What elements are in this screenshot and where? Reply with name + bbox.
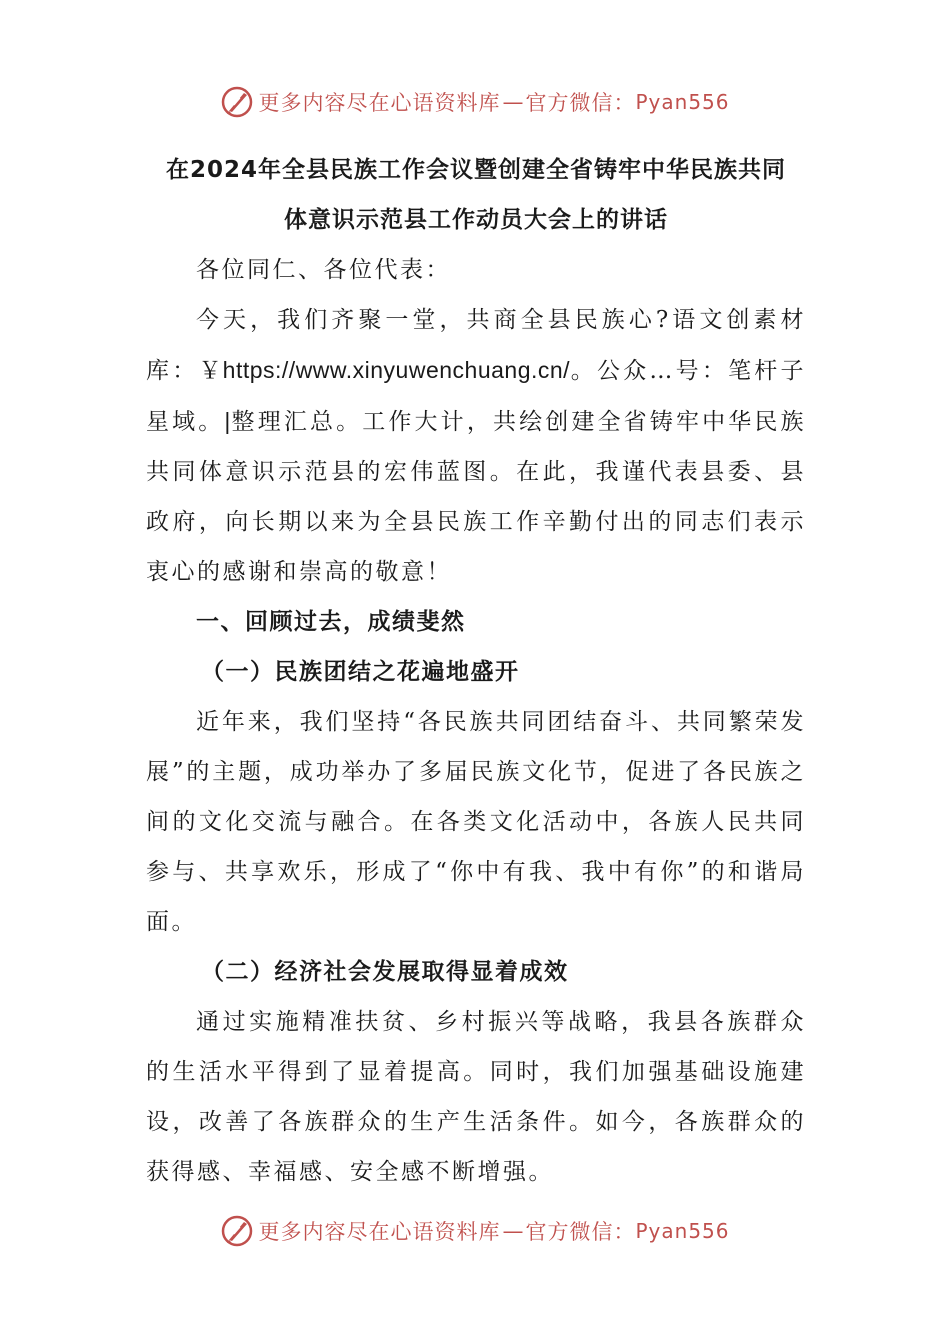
intro-url: https://www.xinyuwenchuang.cn/ bbox=[222, 357, 571, 383]
header-watermark bbox=[0, 82, 950, 122]
quill-pen-logo-icon bbox=[220, 1214, 254, 1248]
document-body bbox=[146, 145, 806, 1197]
subsection-1-body: 近年来，我们坚持“各民族共同团结奋斗、共同繁荣发展”的主题，成功举办了多届民族文化节，促进了各民族之间的文化交流与融合。在各类文化活动中，各族人民共同参与、共享欢乐，形成了“你中有我、我中有你”的和谐局面。 bbox=[146, 709, 806, 935]
intro-pipe: | bbox=[224, 408, 231, 434]
intro-yen-symbol: ￥ bbox=[198, 357, 223, 383]
greeting: 各位同仁、各位代表： bbox=[196, 257, 451, 283]
watermark-contact-id: Pyan556 bbox=[635, 90, 730, 114]
watermark-separator: — bbox=[502, 1219, 524, 1243]
intro-paragraph bbox=[146, 295, 806, 597]
intro-part-3: 整理汇总。工作大计，共绘创建全省铸牢中华民族共同体意识示范县的宏伟蓝图。在此，我谨代表县委、县政府，向长期以来为全县民族工作辛勤付出的同志们表示衷心的感谢和崇高的敬意！ bbox=[146, 409, 806, 585]
document-title bbox=[146, 145, 806, 245]
section-1-heading: 一、回顾过去，成绩斐然 bbox=[196, 609, 466, 635]
title-line-2: 体意识示范县工作动员大会上的讲话 bbox=[284, 207, 668, 233]
watermark-contact-label: 官方微信： bbox=[525, 1220, 636, 1244]
watermark-contact-label: 官方微信： bbox=[525, 91, 636, 115]
watermark-contact-id: Pyan556 bbox=[635, 1219, 730, 1243]
title-line-1: 在2024年全县民族工作会议暨创建全省铸牢中华民族共同 bbox=[165, 157, 786, 183]
footer-watermark bbox=[0, 1211, 950, 1251]
intro-part-2: 。公众…号：笔杆子星域。 bbox=[146, 358, 807, 435]
quill-pen-logo-icon bbox=[220, 85, 254, 119]
watermark-text: 更多内容尽在心语资料库 bbox=[258, 91, 501, 115]
subsection-1-heading: （一）民族团结之花遍地盛开 bbox=[201, 659, 520, 685]
intro-part-1: 今天，我们齐聚一堂，共商全县民族心?语文创素材库： bbox=[146, 307, 806, 384]
watermark-separator: — bbox=[502, 90, 524, 114]
subsection-2-body: 通过实施精准扶贫、乡村振兴等战略，我县各族群众的生活水平得到了显着提高。同时，我们加强基础设施建设，改善了各族群众的生产生活条件。如今，各族群众的获得感、幸福感、安全感不断增强。 bbox=[146, 1009, 806, 1185]
watermark-text: 更多内容尽在心语资料库 bbox=[258, 1220, 501, 1244]
subsection-2-heading: （二）经济社会发展取得显着成效 bbox=[201, 959, 569, 985]
